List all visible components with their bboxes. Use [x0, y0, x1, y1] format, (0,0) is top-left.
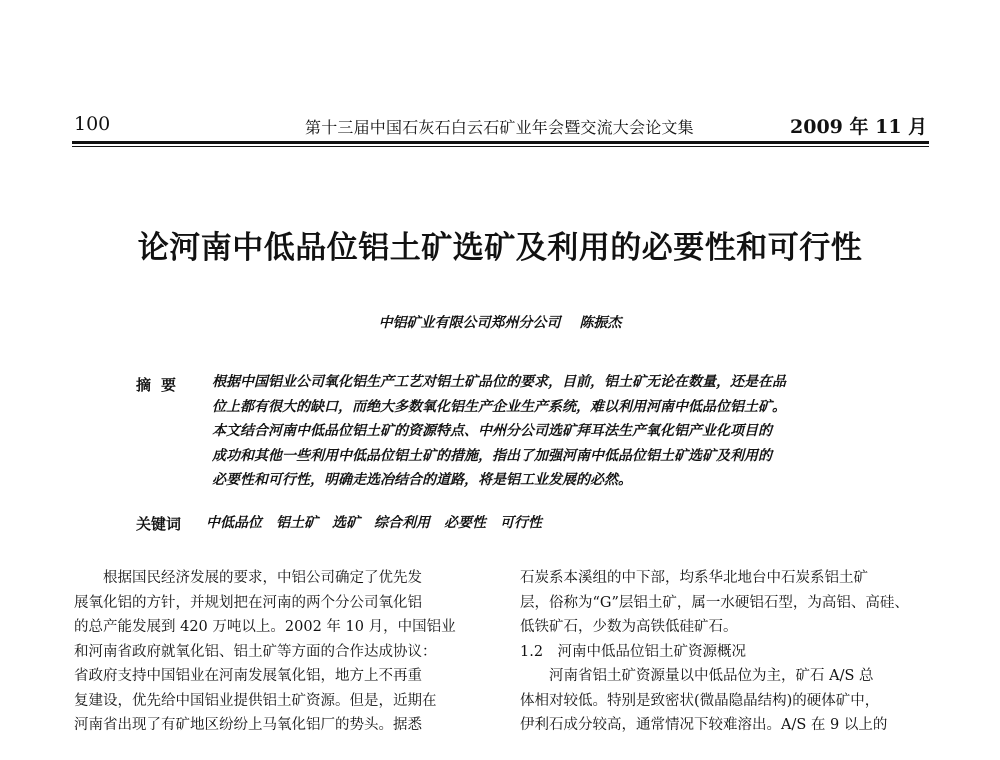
- body-line: 河南省铝土矿资源量以中低品位为主，矿石 A/S 总: [549, 668, 874, 684]
- keyword: 中低品位: [206, 515, 262, 531]
- abstract-line: 成功和其他一些利用中低品位铝土矿的措施，指出了加强河南中低品位铝土矿选矿及利用的: [212, 447, 772, 464]
- body-line: 伊利石成分较高，通常情况下较难溶出。A/S 在 9 以上的: [520, 717, 888, 733]
- running-header-conference: 第十三届中国石灰石白云石矿业年会暨交流大会论文集: [305, 118, 694, 137]
- body-line: 河南省出现了有矿地区纷纷上马氧化铝厂的势头。据悉: [74, 717, 422, 733]
- section-heading: 1.2 河南中低品位铝土矿资源概况: [520, 643, 747, 660]
- abstract-line: 根据中国铝业公司氧化铝生产工艺对铝土矿品位的要求，目前，铝土矿无论在数量，还是在品: [212, 374, 786, 390]
- body-line: 展氧化铝的方针，并规划把在河南的两个分公司氧化铝: [74, 594, 422, 611]
- paper-title: 论河南中低品位铝土矿选矿及利用的必要性和可行性: [137, 230, 863, 266]
- abstract-line: 本文结合河南中低品位铝土矿的资源特点、中州分公司选矿拜耳法生产氧化铝产业化项目的: [212, 423, 772, 439]
- body-line: 石炭系本溪组的中下部，均系华北地台中石炭系铝土矿: [520, 570, 868, 586]
- header-rule-thin: [72, 146, 929, 147]
- running-header-date: 2009 年 11 月: [790, 116, 928, 138]
- abstract-label: 摘要: [136, 376, 187, 394]
- body-right-column: [520, 566, 928, 738]
- abstract-line: 位上都有很大的缺口，而绝大多数氧化铝生产企业生产系统，难以利用河南中低品位铝土矿。: [212, 398, 786, 415]
- body-line: 低铁矿石，少数为高铁低硅矿石。: [520, 619, 738, 635]
- keyword: 铝土矿: [276, 515, 318, 531]
- keyword: 综合利用: [374, 515, 430, 531]
- keywords-label: 关键词: [136, 515, 182, 533]
- keyword: 可行性: [500, 515, 542, 531]
- keywords-list: [206, 512, 542, 532]
- header-rule-thick: [72, 141, 929, 144]
- body-line: 体相对较低。特别是致密状(微晶隐晶结构)的硬体矿中，: [520, 692, 880, 709]
- body-left-column: [74, 566, 482, 738]
- abstract-body: [212, 370, 898, 493]
- body-line: 根据国民经济发展的要求，中铝公司确定了优先发: [103, 570, 422, 586]
- body-line: 层，俗称为“G”层铝土矿，属一水硬铝石型，为高铝、高硅、: [520, 594, 909, 611]
- author-affiliation: 中铝矿业有限公司郑州分公司: [378, 315, 561, 331]
- keyword: 必要性: [444, 515, 486, 531]
- body-line: 的总产能发展到 420 万吨以上。2002 年 10 月，中国铝业: [74, 619, 456, 635]
- keyword: 选矿: [332, 515, 360, 531]
- author-line: [72, 312, 928, 332]
- body-line: 省政府支持中国铝业在河南发展氧化铝，地方上不再重: [74, 668, 422, 684]
- page-number: 100: [74, 113, 111, 135]
- abstract-line: 必要性和可行性，明确走选冶结合的道路，将是铝工业发展的必然。: [212, 472, 632, 488]
- body-line: 和河南省政府就氧化铝、铝土矿等方面的合作达成协议：: [74, 643, 437, 660]
- body-line: 复建设，优先给中国铝业提供铝土矿资源。但是，近期在: [74, 692, 437, 709]
- author-name: 陈振杰: [579, 315, 622, 331]
